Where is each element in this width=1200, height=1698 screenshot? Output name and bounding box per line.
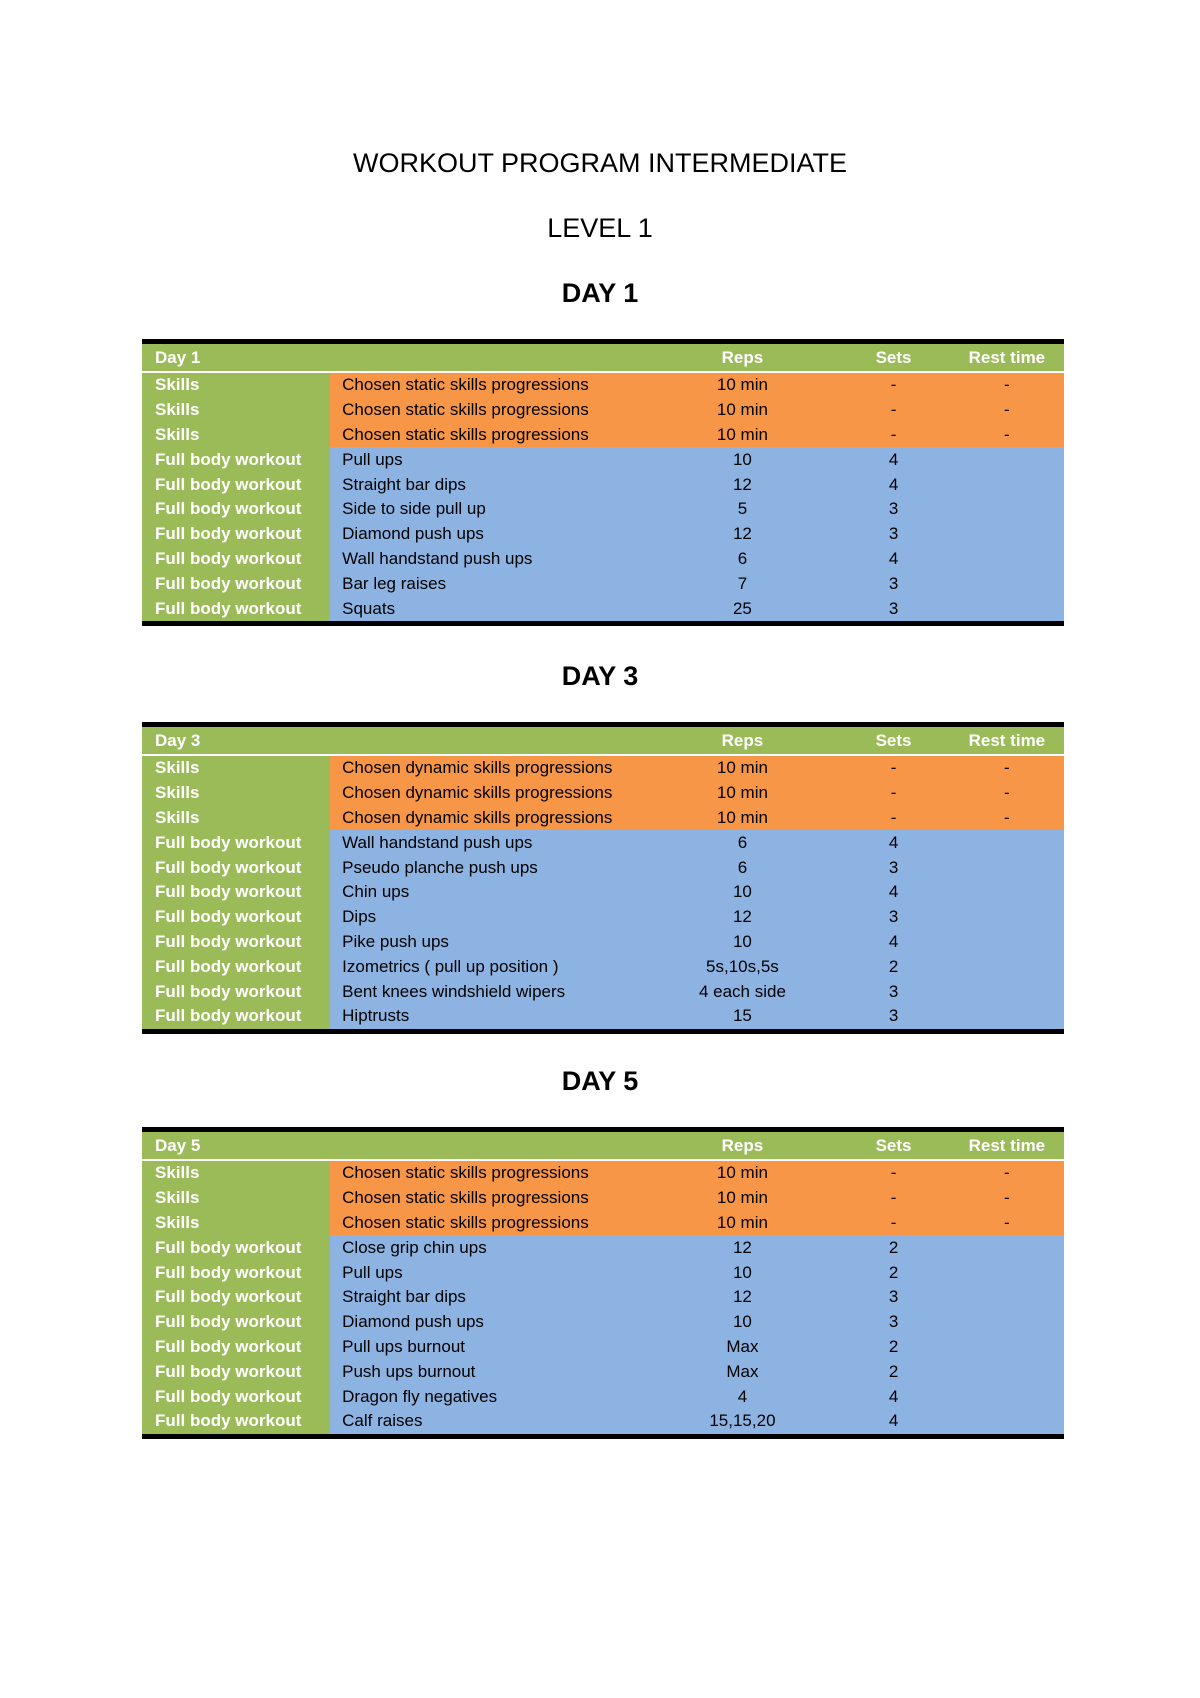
table-row <box>142 571 1064 596</box>
rest-time-cell: - <box>1004 1212 1010 1232</box>
exercise-cell: Chosen static skills progressions <box>342 1188 589 1208</box>
rest-time-cell: - <box>1004 424 1010 444</box>
exercise-cell: Bent knees windshield wipers <box>342 981 566 1001</box>
table-row <box>142 1161 1064 1186</box>
sets-cell: 3 <box>888 1287 899 1307</box>
header-sets: Sets <box>875 347 912 367</box>
reps-cell: 10 min <box>716 783 768 803</box>
sets-cell: 4 <box>888 882 899 902</box>
sets-cell: - <box>890 783 897 803</box>
reps-cell: 12 <box>732 474 752 494</box>
reps-cell: 10 min <box>716 400 768 420</box>
sets-cell: 2 <box>888 1237 899 1257</box>
sets-cell: 3 <box>888 1006 899 1026</box>
category-cell: Skills <box>142 398 330 423</box>
table-row <box>142 447 1064 472</box>
exercise-cell: Wall handstand push ups <box>342 548 533 568</box>
table-row <box>142 1235 1064 1260</box>
table-row <box>142 596 1064 621</box>
day-table <box>142 339 1064 626</box>
category-cell: Full body workout <box>142 497 330 522</box>
reps-cell: 10 min <box>716 375 768 395</box>
category-cell: Full body workout <box>142 1409 330 1434</box>
reps-cell: 6 <box>737 832 748 852</box>
sets-cell: 3 <box>888 524 899 544</box>
reps-cell: 25 <box>732 598 752 618</box>
rest-time-cell: - <box>1004 375 1010 395</box>
sets-cell: 3 <box>888 573 899 593</box>
day-heading: DAY 3 <box>561 661 639 691</box>
table-row <box>142 1211 1064 1236</box>
reps-cell: 5 <box>737 499 748 519</box>
reps-cell: 12 <box>732 1287 752 1307</box>
category-cell: Full body workout <box>142 547 330 572</box>
table-row <box>142 1384 1064 1409</box>
category-cell: Full body workout <box>142 596 330 621</box>
reps-cell: 5s,10s,5s <box>706 956 779 976</box>
sets-cell: 4 <box>888 1411 899 1431</box>
reps-cell: 4 each side <box>698 981 786 1001</box>
table-row <box>142 1285 1064 1310</box>
exercise-cell: Dips <box>342 907 377 927</box>
table-row <box>142 497 1064 522</box>
reps-cell: 10 <box>732 931 752 951</box>
sets-cell: - <box>890 758 897 778</box>
exercise-cell: Pseudo planche push ups <box>342 857 538 877</box>
reps-cell: Max <box>726 1361 759 1381</box>
table-row <box>142 1310 1064 1335</box>
exercise-cell: Wall handstand push ups <box>342 832 533 852</box>
header-reps: Reps <box>721 347 764 367</box>
sets-cell: 3 <box>888 1312 899 1332</box>
day-table <box>142 1127 1064 1439</box>
reps-cell: 10 min <box>716 1212 768 1232</box>
table-row <box>142 905 1064 930</box>
exercise-cell: Pull ups <box>342 1262 403 1282</box>
category-cell: Full body workout <box>142 522 330 547</box>
rest-time-cell: - <box>1004 758 1010 778</box>
sets-cell: 4 <box>888 931 899 951</box>
reps-cell: 10 <box>732 1312 752 1332</box>
sets-cell: 3 <box>888 981 899 1001</box>
exercise-cell: Chosen dynamic skills progressions <box>342 807 613 827</box>
table-row <box>142 954 1064 979</box>
page-title: WORKOUT PROGRAM INTERMEDIATE <box>352 148 847 178</box>
reps-cell: 10 min <box>716 807 768 827</box>
table-row <box>142 522 1064 547</box>
reps-cell: 12 <box>732 907 752 927</box>
table-row <box>142 423 1064 448</box>
reps-cell: 6 <box>737 857 748 877</box>
sets-cell: 4 <box>888 1386 899 1406</box>
sets-cell: - <box>890 424 897 444</box>
category-cell: Full body workout <box>142 855 330 880</box>
header-rest-time: Rest time <box>968 1135 1046 1155</box>
table-row <box>142 1409 1064 1434</box>
table-row <box>142 547 1064 572</box>
header-rest-time: Rest time <box>968 730 1046 750</box>
header-rest-time: Rest time <box>968 347 1046 367</box>
exercise-cell: Bar leg raises <box>342 573 447 593</box>
day-table <box>142 722 1064 1034</box>
category-cell: Full body workout <box>142 880 330 905</box>
rest-time-cell: - <box>1004 807 1010 827</box>
table-header-row <box>142 727 1064 756</box>
sets-cell: 3 <box>888 907 899 927</box>
exercise-cell: Close grip chin ups <box>342 1237 487 1257</box>
sets-cell: 2 <box>888 956 899 976</box>
table-row <box>142 830 1064 855</box>
reps-cell: 10 min <box>716 1188 768 1208</box>
exercise-cell: Diamond push ups <box>342 524 484 544</box>
category-cell: Full body workout <box>142 1359 330 1384</box>
reps-cell: 4 <box>737 1386 748 1406</box>
sets-cell: - <box>890 400 897 420</box>
exercise-cell: Chin ups <box>342 882 410 902</box>
table-row <box>142 1359 1064 1384</box>
table-row <box>142 373 1064 398</box>
rest-time-cell: - <box>1004 1163 1010 1183</box>
exercise-cell: Calf raises <box>342 1411 423 1431</box>
category-cell: Skills <box>142 423 330 448</box>
reps-cell: 12 <box>732 1237 752 1257</box>
sets-cell: 4 <box>888 832 899 852</box>
sets-cell: 2 <box>888 1262 899 1282</box>
exercise-cell: Pull ups burnout <box>342 1336 466 1356</box>
header-day-label: Day 1 <box>155 347 201 367</box>
category-cell: Full body workout <box>142 1235 330 1260</box>
sets-cell: - <box>890 1188 897 1208</box>
category-cell: Full body workout <box>142 571 330 596</box>
category-cell: Skills <box>142 373 330 398</box>
header-reps: Reps <box>721 730 764 750</box>
sets-cell: - <box>890 375 897 395</box>
reps-cell: 10 min <box>716 1163 768 1183</box>
exercise-cell: Izometrics ( pull up position ) <box>342 956 559 976</box>
sets-cell: 2 <box>888 1361 899 1381</box>
category-cell: Full body workout <box>142 979 330 1004</box>
category-cell: Full body workout <box>142 472 330 497</box>
table-header-row <box>142 1132 1064 1161</box>
exercise-cell: Side to side pull up <box>342 499 486 519</box>
table-row <box>142 1186 1064 1211</box>
reps-cell: 10 <box>732 882 752 902</box>
sets-cell: 3 <box>888 499 899 519</box>
category-cell: Skills <box>142 756 330 781</box>
category-cell: Full body workout <box>142 1335 330 1360</box>
exercise-cell: Hiptrusts <box>342 1006 410 1026</box>
category-cell: Skills <box>142 806 330 831</box>
header-sets: Sets <box>875 1135 912 1155</box>
category-cell: Full body workout <box>142 447 330 472</box>
exercise-cell: Straight bar dips <box>342 474 466 494</box>
reps-cell: 12 <box>732 524 752 544</box>
table-row <box>142 398 1064 423</box>
table-row <box>142 472 1064 497</box>
category-cell: Full body workout <box>142 1004 330 1029</box>
sets-cell: - <box>890 807 897 827</box>
category-cell: Skills <box>142 781 330 806</box>
reps-cell: 10 <box>732 1262 752 1282</box>
category-cell: Full body workout <box>142 1310 330 1335</box>
level-title: LEVEL 1 <box>547 213 653 243</box>
exercise-cell: Chosen static skills progressions <box>342 424 589 444</box>
rest-time-cell: - <box>1004 1188 1010 1208</box>
exercise-cell: Straight bar dips <box>342 1287 466 1307</box>
reps-cell: 15,15,20 <box>709 1411 776 1431</box>
header-reps: Reps <box>721 1135 764 1155</box>
category-cell: Full body workout <box>142 1384 330 1409</box>
table-row <box>142 979 1064 1004</box>
table-row <box>142 781 1064 806</box>
category-cell: Full body workout <box>142 1260 330 1285</box>
exercise-cell: Pull ups <box>342 449 403 469</box>
table-row <box>142 930 1064 955</box>
sets-cell: 3 <box>888 857 899 877</box>
category-cell: Full body workout <box>142 830 330 855</box>
table-row <box>142 1260 1064 1285</box>
sets-cell: 4 <box>888 449 899 469</box>
exercise-cell: Pike push ups <box>342 931 449 951</box>
exercise-cell: Dragon fly negatives <box>342 1386 498 1406</box>
category-cell: Full body workout <box>142 954 330 979</box>
category-cell: Full body workout <box>142 1285 330 1310</box>
exercise-cell: Push ups burnout <box>342 1361 476 1381</box>
category-cell: Skills <box>142 1161 330 1186</box>
reps-cell: 15 <box>732 1006 752 1026</box>
table-row <box>142 1335 1064 1360</box>
category-cell: Full body workout <box>142 930 330 955</box>
header-day-label: Day 3 <box>155 730 201 750</box>
category-cell: Full body workout <box>142 905 330 930</box>
table-row <box>142 855 1064 880</box>
table-row <box>142 1004 1064 1029</box>
table-row <box>142 806 1064 831</box>
sets-cell: - <box>890 1212 897 1232</box>
exercise-cell: Diamond push ups <box>342 1312 484 1332</box>
category-cell: Skills <box>142 1186 330 1211</box>
reps-cell: 10 <box>732 449 752 469</box>
table-row <box>142 880 1064 905</box>
sets-cell: - <box>890 1163 897 1183</box>
exercise-cell: Chosen static skills progressions <box>342 1212 589 1232</box>
reps-cell: 6 <box>737 548 748 568</box>
exercise-cell: Chosen dynamic skills progressions <box>342 758 613 778</box>
sets-cell: 4 <box>888 474 899 494</box>
reps-cell: 10 min <box>716 758 768 778</box>
rest-time-cell: - <box>1004 783 1010 803</box>
exercise-cell: Squats <box>342 598 396 618</box>
category-cell: Skills <box>142 1211 330 1236</box>
reps-cell: 10 min <box>716 424 768 444</box>
sets-cell: 3 <box>888 598 899 618</box>
sets-cell: 2 <box>888 1336 899 1356</box>
table-header-row <box>142 344 1064 373</box>
exercise-cell: Chosen static skills progressions <box>342 400 589 420</box>
rest-time-cell: - <box>1004 400 1010 420</box>
exercise-cell: Chosen static skills progressions <box>342 1163 589 1183</box>
header-sets: Sets <box>875 730 912 750</box>
table-row <box>142 756 1064 781</box>
reps-cell: 7 <box>737 573 748 593</box>
header-day-label: Day 5 <box>155 1135 201 1155</box>
day-heading: DAY 5 <box>561 1066 639 1096</box>
reps-cell: Max <box>726 1336 759 1356</box>
sets-cell: 4 <box>888 548 899 568</box>
exercise-cell: Chosen static skills progressions <box>342 375 589 395</box>
day-heading: DAY 1 <box>561 278 639 308</box>
exercise-cell: Chosen dynamic skills progressions <box>342 783 613 803</box>
